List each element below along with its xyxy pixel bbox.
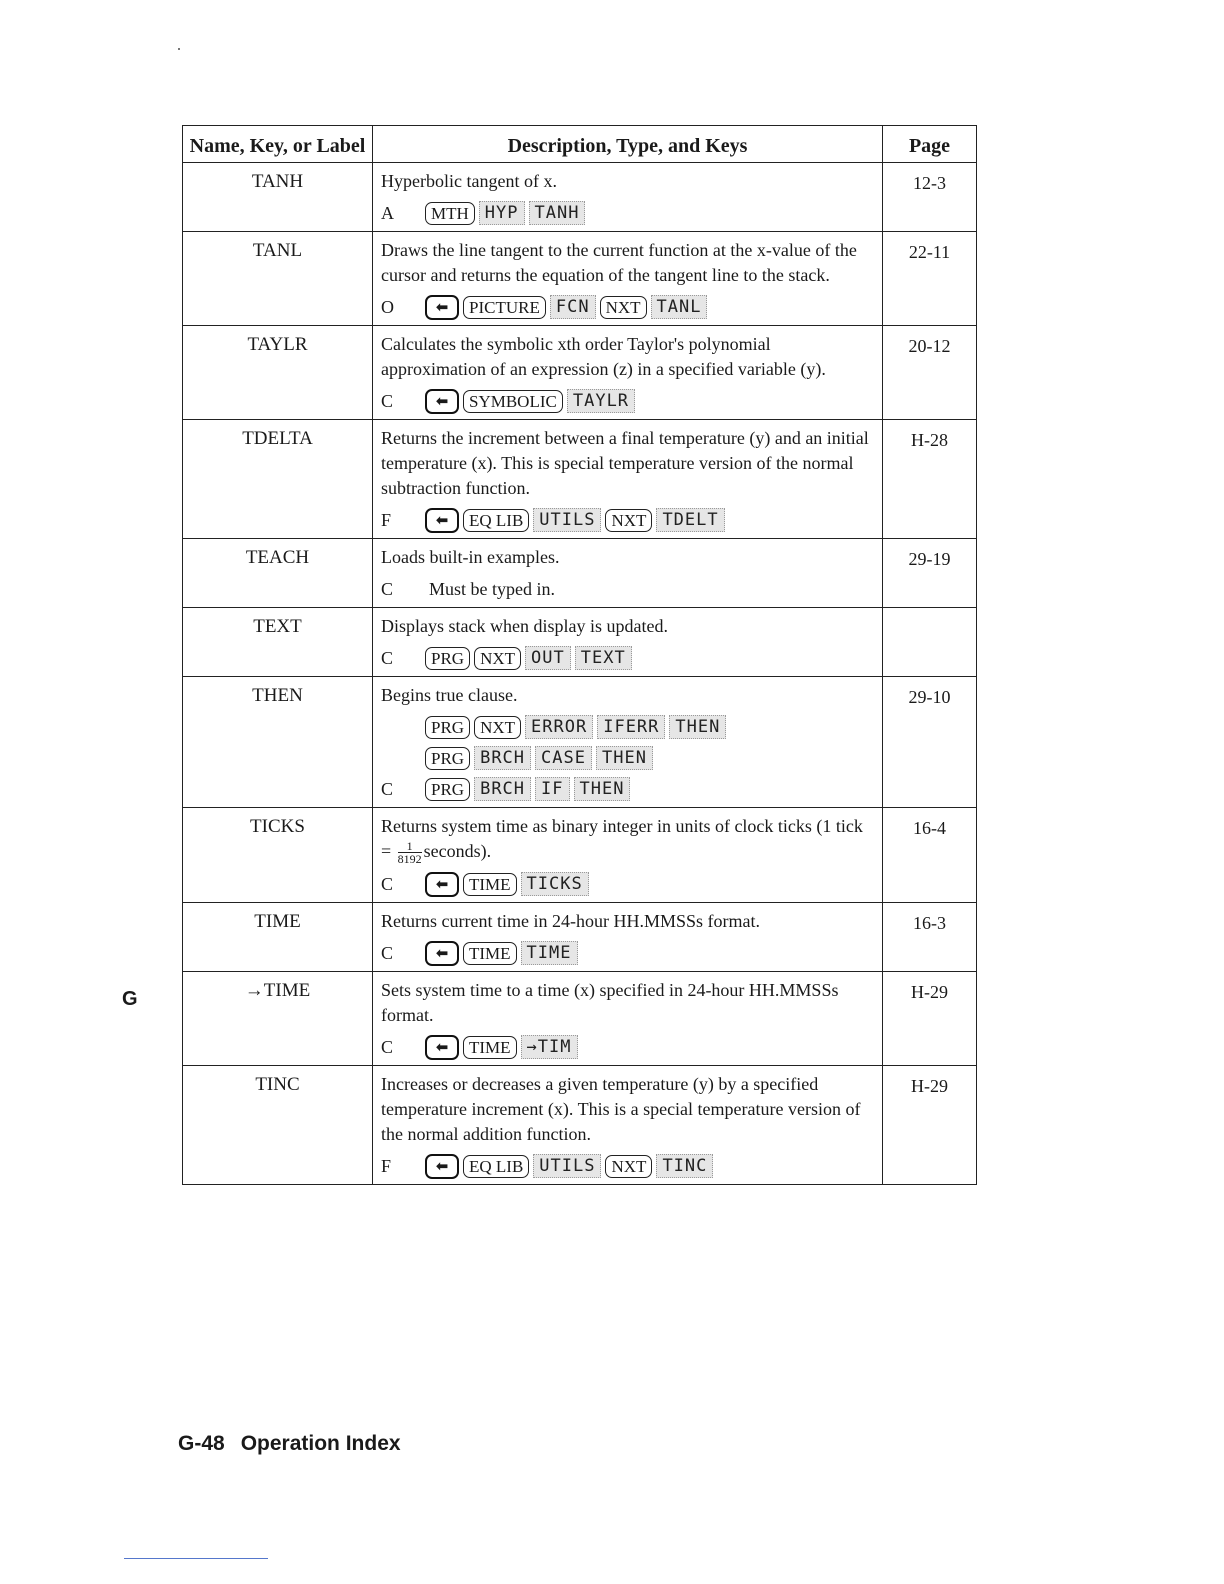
type-code: C: [381, 1036, 394, 1057]
type-code: F: [381, 509, 392, 530]
page-reference: 29-10: [883, 677, 977, 808]
fraction: [398, 840, 422, 865]
header-page: Page: [883, 126, 977, 163]
operation-description: [381, 426, 876, 501]
operation-description-cell: [373, 972, 883, 1066]
footer-section-title: Operation Index: [240, 1432, 401, 1455]
key-sequence: [381, 575, 876, 603]
menu-label: THEN: [574, 777, 631, 801]
menu-label: TICKS: [521, 872, 589, 896]
operation-description: [381, 332, 876, 382]
key-note: Must be typed in.: [429, 578, 555, 599]
table-header-row: [183, 126, 977, 163]
key-sequence: [381, 713, 876, 741]
key-sequence: [381, 1033, 876, 1061]
operation-description: [381, 909, 876, 934]
left-shift-key-icon: ⬅: [425, 941, 459, 966]
description-text: Begins true clause.: [381, 685, 518, 705]
menu-label: FCN: [550, 295, 596, 319]
menu-label: BRCH: [474, 777, 531, 801]
type-code: C: [381, 578, 394, 599]
calculator-key: EQ LIB: [463, 509, 529, 532]
operation-description: [381, 169, 876, 194]
fraction-numerator: 1: [398, 840, 422, 853]
menu-label: THEN: [669, 715, 726, 739]
menu-label: UTILS: [533, 508, 601, 532]
page-reference: [883, 608, 977, 677]
menu-label: →TIM: [521, 1035, 578, 1059]
operation-description-cell: [373, 1066, 883, 1185]
description-text: Calculates the symbolic xth order Taylor's polynomial approximation of an expression (z) in a specified variable (y).: [381, 334, 826, 379]
calculator-key: PRG: [425, 647, 470, 670]
table-row: [183, 608, 977, 677]
table-row: [183, 326, 977, 420]
key-sequence: [381, 387, 876, 415]
operation-description: [381, 545, 876, 570]
left-shift-key-icon: ⬅: [425, 1154, 459, 1179]
page-reference: 22-11: [883, 232, 977, 326]
type-code: C: [381, 647, 394, 668]
type-code: F: [381, 1155, 392, 1176]
operation-description-cell: [373, 232, 883, 326]
operation-index-table: [182, 125, 977, 1185]
left-shift-key-icon: ⬅: [425, 872, 459, 897]
menu-label: OUT: [525, 646, 571, 670]
table-row: [183, 420, 977, 539]
key-sequence: [381, 744, 876, 772]
calculator-key: NXT: [600, 296, 647, 319]
operation-name: THEN: [183, 677, 373, 808]
description-text: Sets system time to a time (x) specified in 24-hour HH.MMSSs format.: [381, 980, 839, 1026]
menu-label: IFERR: [597, 715, 665, 739]
operation-description: [381, 814, 876, 865]
table-row: [183, 1066, 977, 1185]
menu-label: TANH: [529, 201, 586, 225]
description-text-after: seconds).: [423, 841, 492, 861]
menu-label: THEN: [596, 746, 653, 770]
page-reference: 16-4: [883, 808, 977, 903]
table-row: [183, 903, 977, 972]
table-body: [183, 163, 977, 1185]
side-tab-letter: G: [122, 988, 138, 1010]
scan-dot: [178, 48, 180, 50]
operation-name: TIME: [183, 903, 373, 972]
menu-label: TEXT: [575, 646, 632, 670]
operation-name: TANL: [183, 232, 373, 326]
page-footer: [178, 1432, 401, 1456]
page-reference: H-29: [883, 972, 977, 1066]
calculator-key: NXT: [605, 1155, 652, 1178]
operation-description-cell: [373, 903, 883, 972]
table-row: [183, 677, 977, 808]
type-code: A: [381, 202, 394, 223]
key-sequence: [381, 506, 876, 534]
description-text: Draws the line tangent to the current function at the x-value of the cursor and returns the equation of the tangent line to the stack.: [381, 240, 857, 285]
operation-name: TEACH: [183, 539, 373, 608]
calculator-key: NXT: [474, 716, 521, 739]
left-shift-key-icon: ⬅: [425, 389, 459, 414]
menu-label: CASE: [535, 746, 592, 770]
page-reference: 16-3: [883, 903, 977, 972]
operation-name: TDELTA: [183, 420, 373, 539]
key-sequence: [381, 939, 876, 967]
table-row: [183, 808, 977, 903]
page-reference: H-29: [883, 1066, 977, 1185]
menu-label: BRCH: [474, 746, 531, 770]
calculator-key: PRG: [425, 778, 470, 801]
calculator-key: TIME: [463, 1036, 517, 1059]
fraction-denominator: 8192: [397, 852, 422, 867]
left-shift-key-icon: ⬅: [425, 1035, 459, 1060]
operation-description-cell: [373, 163, 883, 232]
table-row: [183, 539, 977, 608]
menu-label: TIME: [521, 941, 578, 965]
table-row: [183, 232, 977, 326]
header-name: Name, Key, or Label: [183, 126, 373, 163]
calculator-key: TIME: [463, 942, 517, 965]
menu-label: ERROR: [525, 715, 593, 739]
key-sequence: [381, 1152, 876, 1180]
operation-description: [381, 238, 876, 288]
type-code: O: [381, 296, 394, 317]
key-sequence: [381, 775, 876, 803]
description-text: Returns the increment between a final temperature (y) and an initial temperature (x). This is special temperature version of the normal subtraction function.: [381, 428, 869, 498]
operation-description-cell: [373, 808, 883, 903]
page-reference: H-28: [883, 420, 977, 539]
description-text: Loads built-in examples.: [381, 547, 560, 567]
calculator-key: MTH: [425, 202, 475, 225]
operation-description: [381, 1072, 876, 1147]
calculator-key: PRG: [425, 747, 470, 770]
left-shift-key-icon: ⬅: [425, 295, 459, 320]
footer-rule: [124, 1558, 268, 1559]
header-description: Description, Type, and Keys: [373, 126, 883, 163]
calculator-key: NXT: [474, 647, 521, 670]
operation-description-cell: [373, 539, 883, 608]
operation-description-cell: [373, 420, 883, 539]
left-shift-key-icon: ⬅: [425, 508, 459, 533]
key-sequence: [381, 870, 876, 898]
operation-name: TEXT: [183, 608, 373, 677]
menu-label: IF: [535, 777, 569, 801]
page-reference: 20-12: [883, 326, 977, 420]
operation-description: [381, 683, 876, 708]
type-code: C: [381, 873, 394, 894]
description-text: Displays stack when display is updated.: [381, 616, 668, 636]
calculator-key: TIME: [463, 873, 517, 896]
description-text: Hyperbolic tangent of x.: [381, 171, 557, 191]
key-sequence: [381, 199, 876, 227]
calculator-key: PICTURE: [463, 296, 546, 319]
operation-name: →TIME: [183, 972, 373, 1066]
operation-description-cell: [373, 677, 883, 808]
type-code: C: [381, 942, 394, 963]
key-sequence: [381, 293, 876, 321]
operation-description: [381, 978, 876, 1028]
operation-description: [381, 614, 876, 639]
footer-page-number: G-48: [178, 1432, 225, 1455]
page-reference: 29-19: [883, 539, 977, 608]
operation-name: TINC: [183, 1066, 373, 1185]
calculator-key: EQ LIB: [463, 1155, 529, 1178]
description-text: Returns current time in 24-hour HH.MMSSs format.: [381, 911, 760, 932]
calculator-key: SYMBOLIC: [463, 390, 563, 413]
operation-description-cell: [373, 608, 883, 677]
description-text: Increases or decreases a given temperature (y) by a specified temperature increment (x). This is a special temperature version of the normal addition function.: [381, 1074, 861, 1145]
menu-label: TINC: [656, 1154, 713, 1178]
calculator-key: PRG: [425, 716, 470, 739]
menu-label: TDELT: [656, 508, 724, 532]
type-code: C: [381, 778, 394, 799]
operation-name: TAYLR: [183, 326, 373, 420]
menu-label: TANL: [651, 295, 708, 319]
calculator-key: NXT: [605, 509, 652, 532]
menu-label: TAYLR: [567, 389, 635, 413]
type-code: C: [381, 390, 394, 411]
operation-name: TANH: [183, 163, 373, 232]
page-reference: 12-3: [883, 163, 977, 232]
menu-label: HYP: [479, 201, 525, 225]
table-row: [183, 972, 977, 1066]
operation-description-cell: [373, 326, 883, 420]
menu-label: UTILS: [533, 1154, 601, 1178]
table-row: [183, 163, 977, 232]
description-text: Returns system time as binary integer in units of clock ticks (1 tick =: [381, 816, 863, 861]
operation-name: TICKS: [183, 808, 373, 903]
key-sequence: [381, 644, 876, 672]
